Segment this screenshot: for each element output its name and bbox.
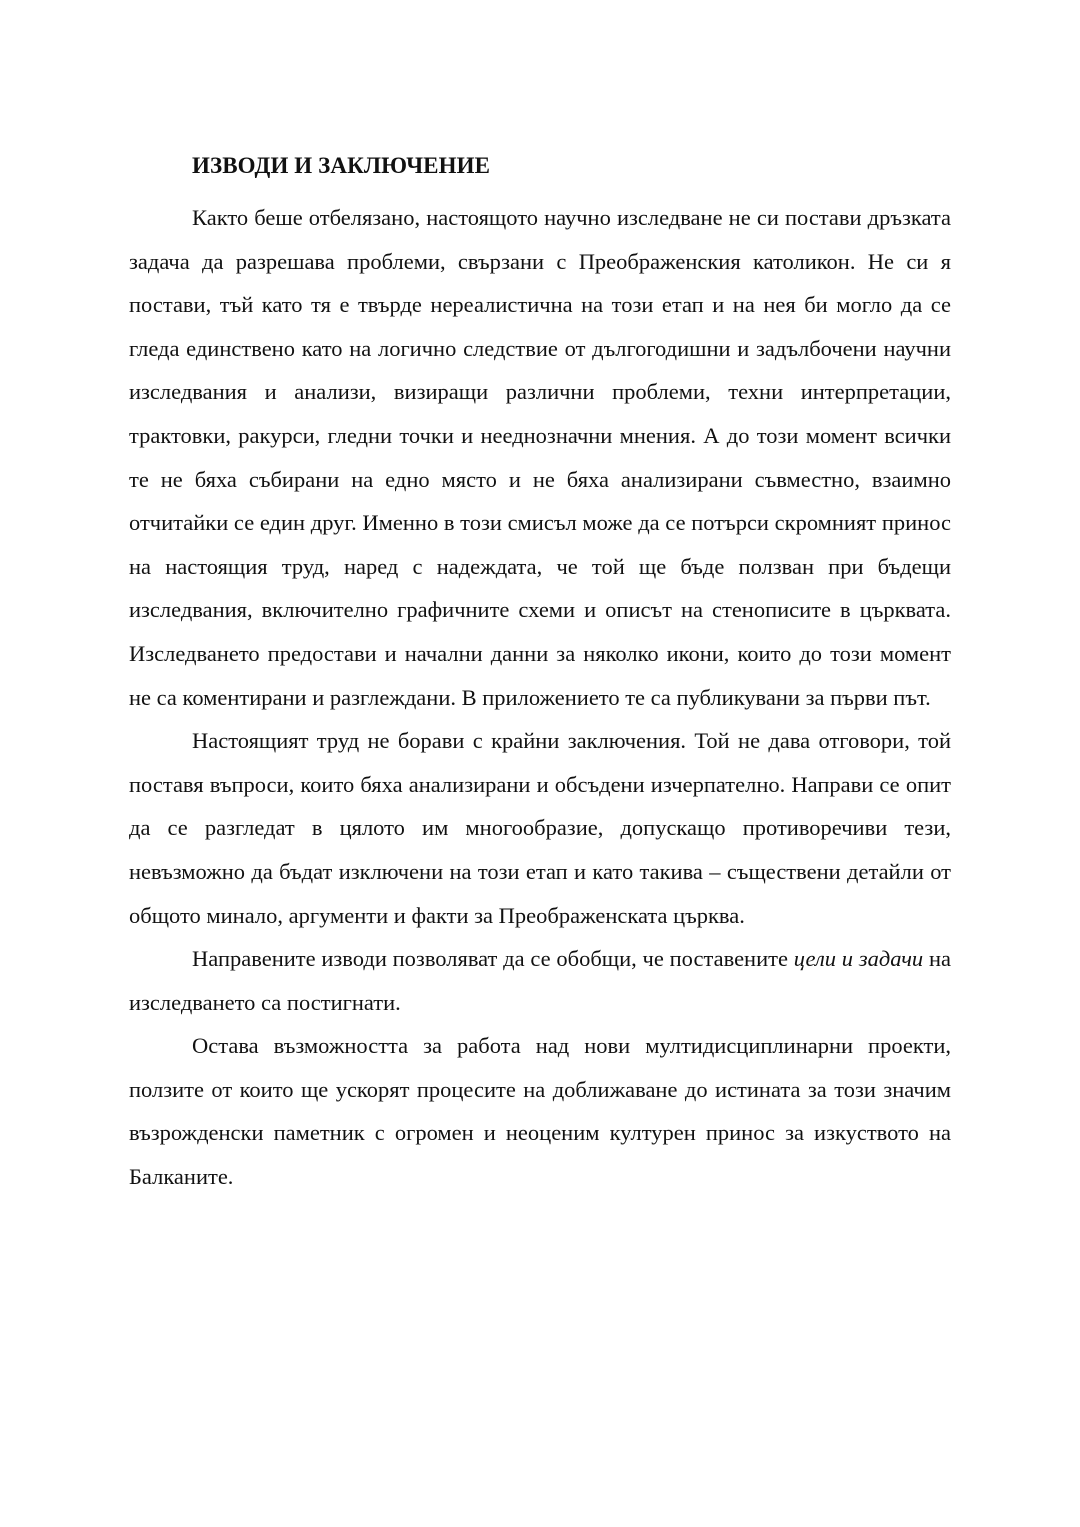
paragraph-3 bbox=[129, 937, 951, 1024]
paragraph-1: Както беше отбелязано, настоящото научно изследване не си постави дръзката задача да разрешава проблеми, свързани с Преображенския католикон. Не си я постави, тъй като тя е твърде нереалистична на този етап и на нея би могло да се гледа единствено като на логично следствие от дългогодишни и задълбочени научни изследвания и анализи, визиращи различни проблеми, техни интерпретации, трактовки, ракурси, гледни точки и нееднозначни мнения. А до този момент всички те не бяха събирани на едно място и не бяха анализирани съвместно, взаимно отчитайки се един друг. Именно в този смисъл може да се потърси скромният принос на настоящия труд, наред с надеждата, че той ще бъде ползван при бъдещи изследвания, включително графичните схеми и описът на стенописите в църквата. Изследването предостави и начални данни за няколко икони, които до този момент не са коментирани и разглеждани. В приложението те са публикувани за първи път. bbox=[129, 205, 951, 710]
paragraph-4: Остава възможността за работа над нови мултидисциплинарни проекти, ползите от които ще ускорят процесите на доближаване до истината за този значим възрожденски паметник с огромен и неоценим културен принос за изкуството на Балканите. bbox=[129, 1033, 951, 1190]
paragraph-3-emphasis: цели и задачи bbox=[793, 946, 924, 972]
document-body bbox=[129, 148, 951, 1199]
paragraph-2: Настоящият труд не борави с крайни заключения. Той не дава отговори, той поставя въпроси, които бяха анализирани и обсъдени изчерпателно. Направи се опит да се разгледат в цялото им многообразие, допускащо противоречиви тези, невъзможно да бъдат изключени на този етап и като такива – съществени детайли от общото минало, аргументи и факти за Преображенската църква. bbox=[129, 728, 951, 928]
paragraph-3-tail: на изследването са постигнати. bbox=[129, 946, 951, 1015]
paragraph-3-lead: Направените изводи позволяват да се обобщи, че поставените bbox=[192, 946, 794, 972]
section-heading: ИЗВОДИ И ЗАКЛЮЧЕНИЕ bbox=[192, 153, 491, 178]
